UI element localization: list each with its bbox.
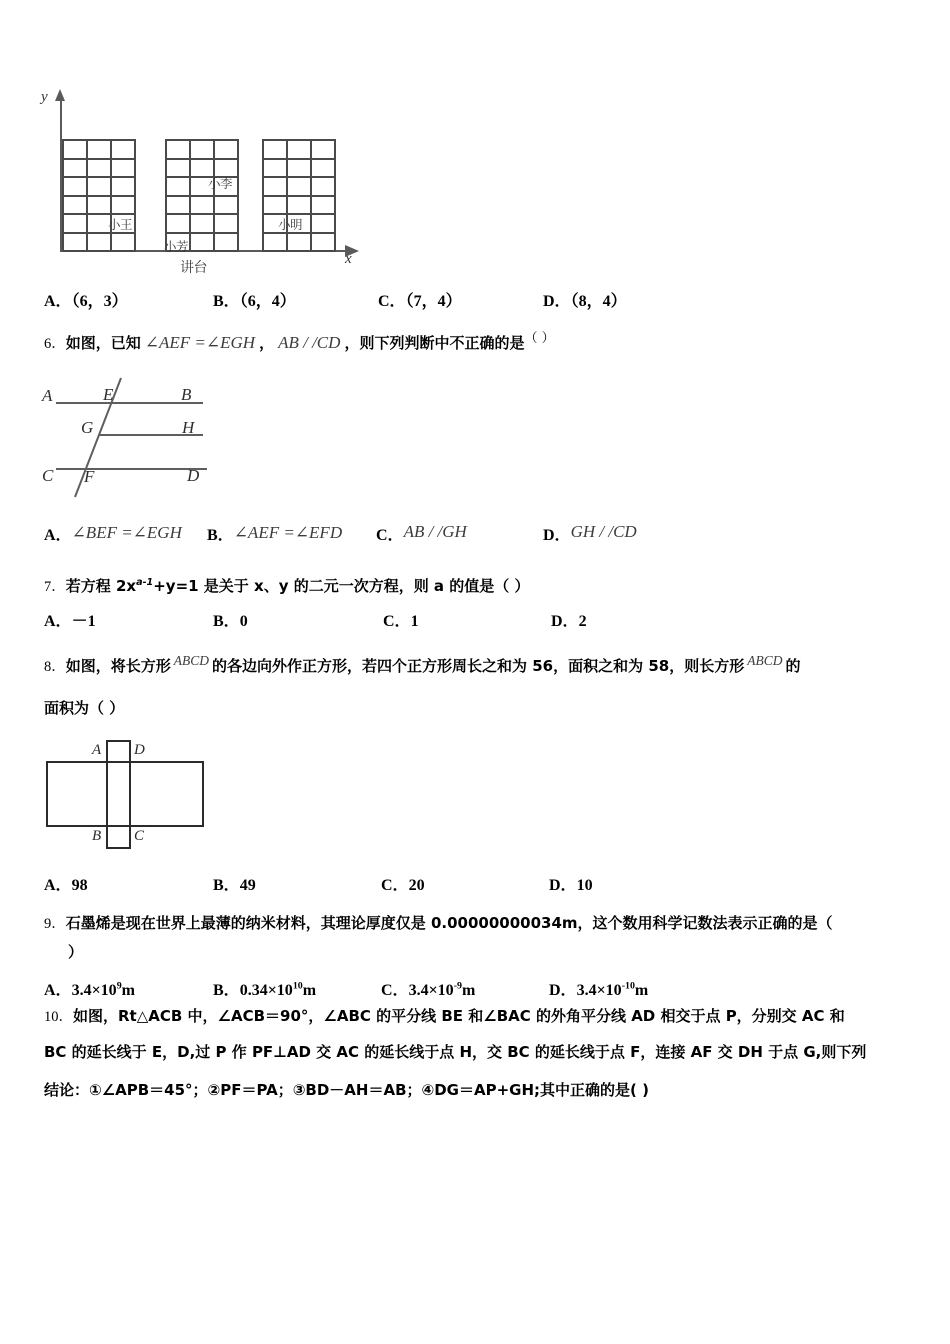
q6-answer-paren: （ ） [524, 331, 555, 346]
q8-stem-part3: 的 [785, 657, 801, 676]
seat-label-xiaoli: 小李 [208, 176, 233, 191]
q7-option-a[interactable] [44, 608, 96, 631]
q7-option-d[interactable] [551, 608, 587, 631]
cross-label-B: B [92, 828, 102, 844]
q9-option-c-letter: C． [381, 982, 409, 999]
q5-option-c-text: （7，4） [405, 293, 462, 310]
q8-option-d-text: 10 [576, 877, 593, 894]
transversal-line [40, 372, 260, 507]
q5-option-a-text: （6，3） [71, 293, 128, 310]
label-H: H [182, 418, 195, 437]
q8-option-b-text: 49 [239, 877, 256, 894]
q9-option-d-unit: m [634, 982, 649, 999]
label-B: B [181, 385, 192, 404]
q7-option-b[interactable] [213, 608, 248, 631]
q7-option-c-letter: C． [383, 613, 411, 630]
q10-number: 10． [44, 1009, 73, 1025]
q5-option-d-text: （8，4） [570, 293, 627, 310]
q7-option-b-text: 0 [239, 613, 248, 630]
cross-label-D: D [134, 742, 145, 758]
q8-stem-line1 [44, 654, 800, 676]
q9-number: 9． [44, 916, 66, 932]
q8-math-2: ABCD [747, 653, 783, 668]
podium-label: 讲台 [180, 260, 207, 276]
q6-stem-part2: ，则下列判断中不正确的是 [344, 334, 525, 353]
q5-option-d[interactable] [543, 288, 627, 311]
parallel-lines-figure [40, 372, 260, 507]
classroom-seating-chart-figure [38, 85, 378, 280]
q5-option-b[interactable] [213, 288, 296, 311]
q9-option-a[interactable] [44, 977, 135, 1000]
q8-option-c-text: 20 [408, 877, 425, 894]
seat-block-right [262, 139, 336, 252]
q9-option-b-unit: m [302, 982, 317, 999]
q9-option-c-exponent: -9 [453, 980, 462, 992]
q9-option-c-base: 3.4×10 [408, 982, 454, 999]
seat-block-middle [165, 139, 239, 252]
q9-option-b[interactable] [213, 977, 316, 1000]
q6-stem [44, 332, 555, 353]
q8-option-b[interactable] [213, 872, 256, 895]
q7-option-a-letter: A． [44, 613, 72, 630]
seat-label-xiaoming: 小明 [278, 217, 303, 232]
q6-comma-1: ， [259, 334, 275, 353]
q5-option-c[interactable] [378, 288, 462, 311]
q7-stem-part2: +y=1 是关于 x、y 的二元一次方程，则 a 的值是（ ） [153, 577, 530, 596]
q7-option-d-text: 2 [578, 613, 587, 630]
q7-option-a-text: －1 [71, 613, 96, 630]
q6-stem-part1: 如图，已知 [65, 334, 141, 353]
q6-option-d-text: GH / /CD [570, 522, 637, 541]
label-C: C [42, 466, 54, 485]
q5-option-b-letter: B． [213, 293, 240, 310]
q10-stem-line3 [44, 1082, 649, 1099]
q8-option-d[interactable] [549, 872, 593, 895]
q8-stem-line2 [44, 700, 124, 717]
q8-option-a[interactable] [44, 872, 88, 895]
q6-option-a-text: ∠BEF =∠EGH [71, 523, 182, 542]
q6-option-d[interactable] [543, 522, 637, 545]
q9-option-a-letter: A． [44, 982, 72, 999]
cross-label-A: A [92, 742, 102, 758]
q6-option-a-letter: A． [44, 527, 72, 544]
q7-exponent: a-1 [136, 577, 154, 588]
q9-option-a-exponent: 9 [116, 980, 122, 992]
q6-option-c-letter: C． [376, 527, 404, 544]
q8-option-a-letter: A． [44, 877, 72, 894]
label-G: G [81, 418, 94, 437]
q9-option-b-base: 0.34×10 [239, 982, 293, 999]
q9-option-a-unit: m [121, 982, 135, 999]
q10-line1-text: 如图，Rt△ACB 中，∠ACB＝90°，∠ABC 的平分线 BE 和∠BAC 的外角平分线 AD 相交于点 P，分别交 AC 和 [73, 1007, 845, 1025]
q6-option-b[interactable] [207, 522, 342, 545]
seat-block-left [62, 139, 136, 252]
label-E: E [103, 385, 114, 404]
label-A: A [42, 386, 53, 405]
q10-line3-text: 结论：①∠APB＝45°；②PF＝PA；③BD－AH＝AB；④DG＝AP+GH;其中正确的是( ) [44, 1081, 649, 1099]
q8-math-1: ABCD [173, 653, 210, 668]
q9-option-d-base: 3.4×10 [576, 982, 622, 999]
q6-number: 6． [44, 336, 66, 353]
q7-option-b-letter: B． [213, 613, 240, 630]
y-axis-label: y [41, 89, 48, 105]
x-axis-label: x [345, 251, 352, 267]
cross-rectangles-figure [44, 738, 224, 866]
q5-option-a-letter: A． [44, 293, 72, 310]
y-axis-arrow [54, 89, 70, 105]
q8-stem-part1: 如图，将长方形 [65, 657, 171, 676]
q5-option-a[interactable] [44, 288, 128, 311]
q9-option-a-base: 3.4×10 [71, 982, 117, 999]
q5-option-c-letter: C． [378, 293, 406, 310]
q6-option-c[interactable] [376, 522, 467, 545]
q5-option-b-text: （6，4） [239, 293, 296, 310]
q9-stem-line2-text: ） [68, 943, 84, 961]
q6-option-c-text: AB / /GH [403, 522, 467, 541]
q8-stem-line2-text: 面积为（ ） [44, 699, 125, 717]
q9-option-d-exponent: -10 [621, 980, 635, 992]
q9-stem-line1-text: 石墨烯是现在世界上最薄的纳米材料，其理论厚度仅是 0.00000000034m，这个数用科学记数法表示正确的是（ [65, 914, 833, 932]
q8-number: 8． [44, 659, 66, 676]
q8-option-c[interactable] [381, 872, 425, 895]
q7-option-d-letter: D． [551, 613, 579, 630]
q10-stem-line1 [44, 1008, 845, 1026]
seat-label-xiaowang: 小王 [108, 217, 133, 232]
q8-option-b-letter: B． [213, 877, 240, 894]
q9-option-b-exponent: 10 [292, 980, 303, 992]
q9-stem-line2 [68, 944, 83, 961]
q9-option-c[interactable] [381, 977, 475, 1000]
q7-number: 7． [44, 579, 66, 596]
q6-option-b-text: ∠AEF =∠EFD [233, 523, 343, 542]
q9-option-d-letter: D． [549, 982, 577, 999]
q7-option-c-text: 1 [410, 613, 419, 630]
q9-option-d[interactable] [549, 977, 648, 1000]
q9-option-c-unit: m [461, 982, 476, 999]
q10-line2-text: BC 的延长线于 E，D,过 P 作 PF⊥AD 交 AC 的延长线于点 H，交 BC 的延长线于点 F，连接 AF 交 DH 于点 G,则下列 [44, 1043, 867, 1061]
q5-option-d-letter: D． [543, 293, 571, 310]
q8-option-a-text: 98 [71, 877, 88, 894]
q6-option-a[interactable] [44, 522, 182, 545]
q7-option-c[interactable] [383, 608, 419, 631]
q6-option-b-letter: B． [207, 527, 234, 544]
q6-option-d-letter: D． [543, 527, 571, 544]
q7-stem [44, 578, 530, 596]
q8-stem-part2: 的各边向外作正方形，若四个正方形周长之和为 56，面积之和为 58，则长方形 [212, 657, 745, 676]
q6-math-1: ∠AEF =∠EGH [144, 333, 256, 353]
q9-option-b-letter: B． [213, 982, 240, 999]
cross-label-C: C [134, 828, 145, 844]
q9-stem-line1 [44, 915, 833, 933]
q8-option-d-letter: D． [549, 877, 577, 894]
seat-label-xiaofang: 小芳 [164, 239, 189, 254]
label-F: F [84, 467, 95, 486]
vertical-rectangle-ABCD [106, 740, 131, 849]
label-D: D [187, 466, 200, 485]
q10-stem-line2 [44, 1044, 866, 1061]
q7-stem-part1: 若方程 2x [65, 577, 137, 596]
q8-option-c-letter: C． [381, 877, 409, 894]
q6-math-2: AB / /CD [278, 333, 341, 353]
